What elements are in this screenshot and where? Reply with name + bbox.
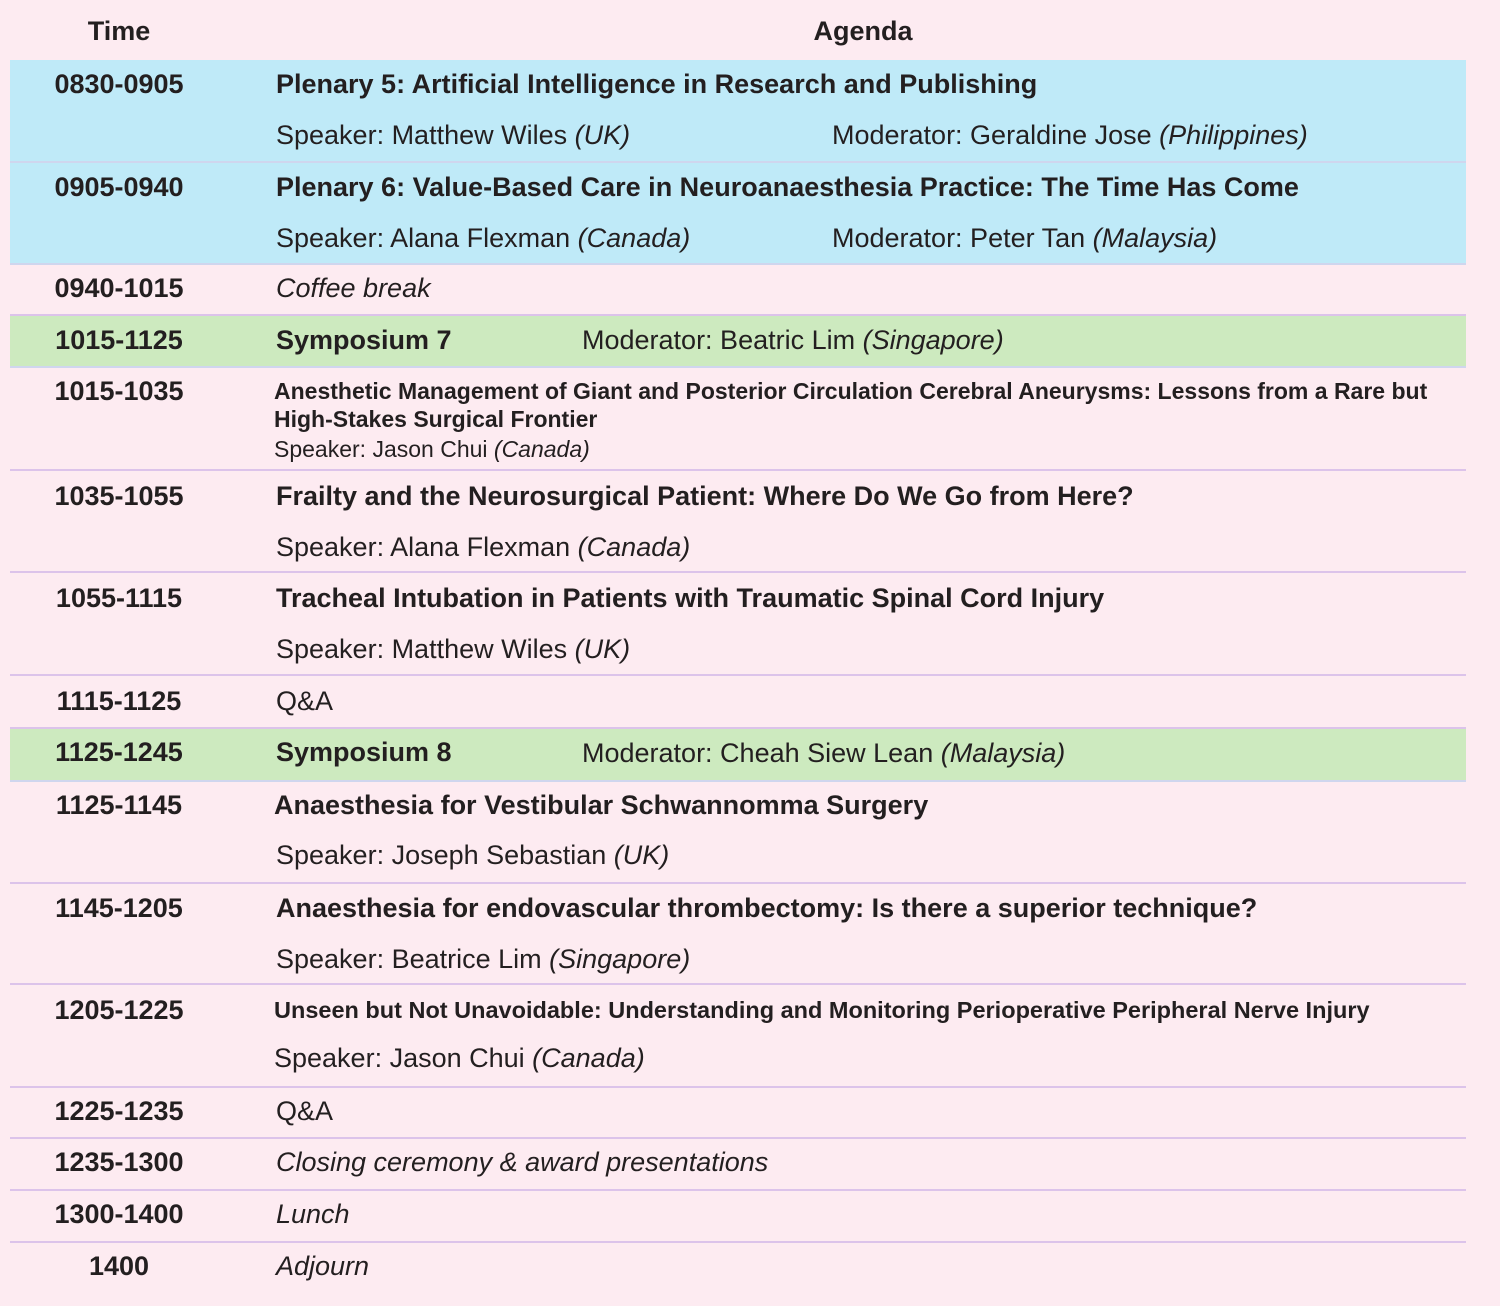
session-title: Anesthetic Management of Giant and Posterior Circulation Cerebral Aneurysms: Lessons from a Rare but High-Stakes Surgical Frontier: [274, 378, 1428, 432]
row-time: 0830-0905: [54, 69, 184, 99]
speaker: Speaker: Alana Flexman (Canada): [276, 532, 691, 562]
agenda-row-talk: [10, 985, 1466, 1088]
agenda-row-talk: [10, 368, 1466, 471]
row-time: 0940-1015: [54, 273, 184, 303]
agenda-row-symposium-7: [10, 316, 1466, 368]
session-title: Unseen but Not Unavoidable: Understanding and Monitoring Perioperative Peripheral Nerve Injury: [274, 997, 1370, 1023]
moderator: Moderator: Peter Tan (Malaysia): [832, 223, 1218, 253]
agenda-row-symposium-8: [10, 729, 1466, 782]
row-text: Coffee break: [276, 273, 431, 303]
agenda-row-plenary-6: [10, 163, 1466, 265]
agenda-row-plenary-5: [10, 60, 1466, 163]
row-time: 1400: [88, 1251, 150, 1281]
row-time: 1125-1145: [55, 790, 183, 820]
row-text: Adjourn: [276, 1251, 370, 1281]
row-text: Closing ceremony & award presentations: [276, 1147, 769, 1177]
speaker: Speaker: Beatrice Lim (Singapore): [276, 944, 691, 974]
row-time: 1125-1245: [55, 737, 183, 767]
session-title: Tracheal Intubation in Patients with Traumatic Spinal Cord Injury: [276, 583, 1105, 613]
row-time: 1015-1125: [55, 325, 183, 355]
agenda-row-talk: [10, 471, 1466, 573]
table-header: [0, 0, 1500, 60]
row-time: 1225-1235: [54, 1096, 184, 1126]
speaker: Speaker: Matthew Wiles (UK): [276, 634, 631, 664]
session-title: Frailty and the Neurosurgical Patient: Where Do We Go from Here?: [276, 481, 1134, 511]
row-time: 1300-1400: [54, 1199, 184, 1229]
agenda-row-adjourn: [10, 1243, 1466, 1295]
agenda-row-talk: [10, 782, 1466, 884]
speaker: Speaker: Alana Flexman (Canada): [276, 223, 691, 253]
row-time: 1015-1035: [54, 376, 184, 406]
session-title: Plenary 5: Artificial Intelligence in Research and Publishing: [276, 69, 1038, 99]
agenda-row-closing: [10, 1139, 1466, 1191]
agenda-row-qa: [10, 1088, 1466, 1139]
row-time: 1145-1205: [55, 893, 183, 923]
time-column-header: Time: [87, 16, 151, 46]
row-time: 1055-1115: [55, 583, 183, 613]
row-time: 0905-0940: [54, 172, 184, 202]
moderator: Moderator: Beatric Lim (Singapore): [582, 325, 1004, 355]
row-time: 1035-1055: [54, 481, 184, 511]
speaker: Speaker: Joseph Sebastian (UK): [276, 840, 670, 870]
agenda-row-coffee-break: [10, 265, 1466, 316]
speaker: Speaker: Matthew Wiles (UK): [276, 120, 631, 150]
session-title: Anaesthesia for endovascular thrombectomy: Is there a superior technique?: [276, 893, 1258, 923]
agenda-row-lunch: [10, 1191, 1466, 1243]
agenda-row-qa: [10, 676, 1466, 729]
speaker: Speaker: Jason Chui (Canada): [274, 1043, 645, 1073]
row-text: Q&A: [276, 686, 334, 716]
row-time: 1235-1300: [54, 1147, 184, 1177]
agenda-row-talk: [10, 884, 1466, 985]
row-time: 1205-1225: [54, 995, 184, 1025]
row-time: 1115-1125: [56, 686, 182, 716]
moderator: Moderator: Geraldine Jose (Philippines): [832, 120, 1308, 150]
speaker: Speaker: Jason Chui (Canada): [274, 436, 590, 462]
moderator: Moderator: Cheah Siew Lean (Malaysia): [582, 738, 1066, 768]
session-title: Plenary 6: Value-Based Care in Neuroanaesthesia Practice: The Time Has Come: [276, 172, 1299, 202]
row-text: Lunch: [276, 1199, 350, 1229]
session-title: Symposium 7: [276, 325, 452, 355]
session-title: Anaesthesia for Vestibular Schwannomma Surgery: [274, 790, 929, 820]
agenda-row-talk: [10, 573, 1466, 676]
session-title: Symposium 8: [276, 737, 452, 767]
row-text: Q&A: [276, 1096, 334, 1126]
agenda-column-header: Agenda: [813, 16, 913, 46]
